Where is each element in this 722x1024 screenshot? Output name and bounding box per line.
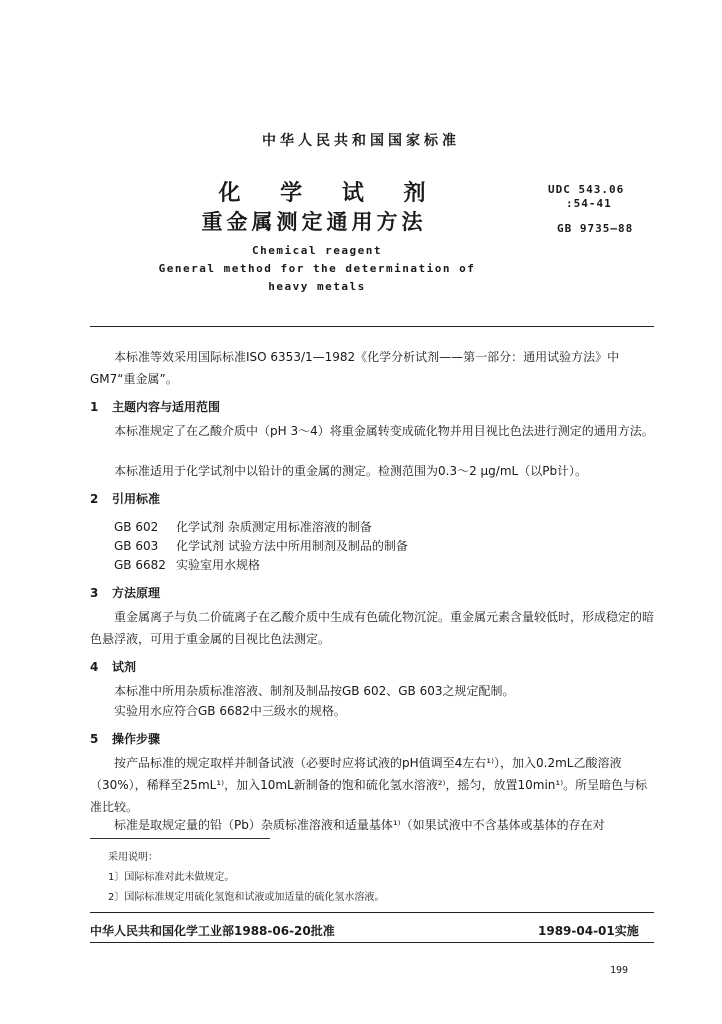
- intro-paragraph: 本标准等效采用国际标准ISO 6353/1—1982《化学分析试剂——第一部分：通用试验方法》中GM7“重金属”。: [90, 350, 620, 386]
- section-4-heading: [90, 658, 136, 675]
- national-standard-heading: 中华人民共和国国家标准: [262, 133, 460, 149]
- section-5-paragraph-1: 按产品标准的规定取样并制备试液（必要时应将试液的pH值调至4左右¹⁾），加入0.2mL乙酸溶液（30%），稀释至25mL¹⁾，加入10mL新制备的饱和硫化氢水溶液²⁾，摇匀，放置10min¹⁾。所呈暗色与标准比较。: [90, 756, 648, 814]
- section-2-heading: [90, 490, 160, 507]
- gb-code: GB 9735—88: [557, 222, 634, 235]
- approval-statement: 中华人民共和国化学工业部1988-06-20批准: [90, 924, 335, 938]
- standard-code: GB 602: [114, 520, 159, 534]
- udc-code: [548, 183, 624, 211]
- section-1-heading: [90, 398, 220, 415]
- footer-divider: [90, 912, 654, 913]
- section-title: 操作步骤: [112, 732, 161, 746]
- section-4-paragraph-1: 本标准中所用杂质标准溶液、制剂及制品按GB 602、GB 603之规定配制。: [114, 684, 515, 698]
- section-number: 3: [90, 586, 99, 600]
- section-4-paragraph-2: 实验用水应符合GB 6682中三级水的规格。: [114, 704, 346, 718]
- section-number: 1: [90, 400, 99, 414]
- udc-line-2: :54-41: [566, 197, 612, 210]
- section-title: 方法原理: [112, 586, 161, 600]
- section-1-paragraph-1: 本标准规定了在乙酸介质中（pH 3～4）将重金属转变成硫化物并用目视比色法进行测定的通用方法。: [114, 424, 654, 438]
- section-number: 4: [90, 660, 99, 674]
- header-divider: [90, 326, 654, 327]
- page-number: 199: [610, 965, 629, 976]
- section-number: 2: [90, 492, 99, 506]
- standard-name: 化学试剂 试验方法中所用制剂及制品的制备: [176, 539, 408, 553]
- section-5-paragraph-2: 标准是取规定量的铅（Pb）杂质标准溶液和适量基体¹⁾（如果试液中不含基体或基体的存在对: [114, 818, 605, 832]
- effective-date: 1989-04-01实施: [538, 924, 639, 938]
- footer-bottom-divider: [90, 942, 654, 943]
- referenced-standard-row: [114, 537, 408, 554]
- standard-code: GB 6682: [114, 558, 166, 572]
- english-title-line-1: Chemical reagent: [252, 244, 382, 257]
- section-5-heading: [90, 730, 160, 747]
- udc-line-1: UDC 543.06: [548, 183, 625, 196]
- section-title: 主题内容与适用范围: [112, 400, 221, 414]
- section-1-paragraph-2: 本标准适用于化学试剂中以铅计的重金属的测定。检测范围为0.3～2 μg/mL（以Pb计）。: [114, 464, 588, 478]
- standard-name: 化学试剂 杂质测定用标准溶液的制备: [176, 520, 372, 534]
- notes-divider: [90, 838, 270, 839]
- notes-heading: 采用说明：: [108, 852, 158, 863]
- standard-name: 实验室用水规格: [176, 558, 261, 572]
- referenced-standard-row: [114, 518, 372, 535]
- note-item: 1〕国际标准对此未做规定。: [108, 872, 235, 883]
- document-title-line-1: 化 学 试 剂: [218, 181, 442, 206]
- section-3-paragraph-1: 重金属离子与负二价硫离子在乙酸介质中生成有色硫化物沉淀。重金属元素含量较低时，形成稳定的暗色悬浮液，可用于重金属的目视比色法测定。: [90, 610, 655, 646]
- note-item: 2〕国际标准规定用硫化氢饱和试液或加适量的硫化氢水溶液。: [108, 892, 385, 903]
- section-number: 5: [90, 732, 99, 746]
- section-title: 引用标准: [112, 492, 161, 506]
- section-3-heading: [90, 584, 160, 601]
- standard-code: GB 603: [114, 539, 159, 553]
- english-title-line-3: heavy metals: [268, 280, 366, 293]
- referenced-standard-row: [114, 556, 260, 573]
- document-title-line-2: 重金属测定通用方法: [201, 210, 427, 234]
- english-title-line-2: General method for the determination of: [158, 262, 476, 275]
- section-title: 试剂: [112, 660, 137, 674]
